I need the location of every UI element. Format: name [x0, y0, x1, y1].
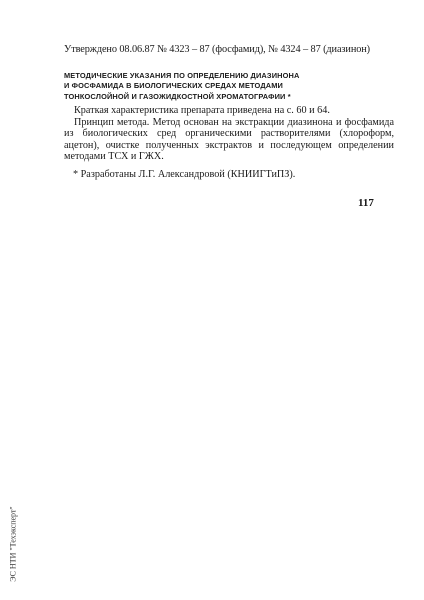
- page-number: 117: [358, 197, 374, 209]
- body-text: [64, 105, 394, 163]
- title-line-1: МЕТОДИЧЕСКИЕ УКАЗАНИЯ ПО ОПРЕДЕЛЕНИЮ ДИАЗИНОНА: [64, 71, 300, 80]
- footnote: * Разработаны Л.Г. Александровой (КНИИГТиПЗ).: [73, 169, 296, 180]
- watermark: [8, 498, 20, 590]
- paragraph-method-principle: Принцип метода. Метод основан на экстракции диазинона и фосфамида из биологических сред органическими растворителями (хлороформ, ацетон), очистке полученных экстрактов и последующем определении методами ТСХ и ГЖХ.: [64, 116, 394, 163]
- title-line-3: ТОНКОСЛОЙНОЙ И ГАЗОЖИДКОСТНОЙ ХРОМАТОГРАФИИ *: [64, 91, 291, 101]
- approval-line: Утверждено 08.06.87 № 4323 – 87 (фосфамид), № 4324 – 87 (диазинон): [64, 44, 371, 55]
- title-line-2: И ФОСФАМИДА В БИОЛОГИЧЕСКИХ СРЕДАХ МЕТОДАМИ: [64, 81, 283, 91]
- document-title: [64, 71, 394, 102]
- watermark-text: ЭС НТИ "Техэксперт": [9, 506, 18, 582]
- paragraph-characteristics: Краткая характеристика препарата приведена на с. 60 и 64.: [74, 105, 330, 116]
